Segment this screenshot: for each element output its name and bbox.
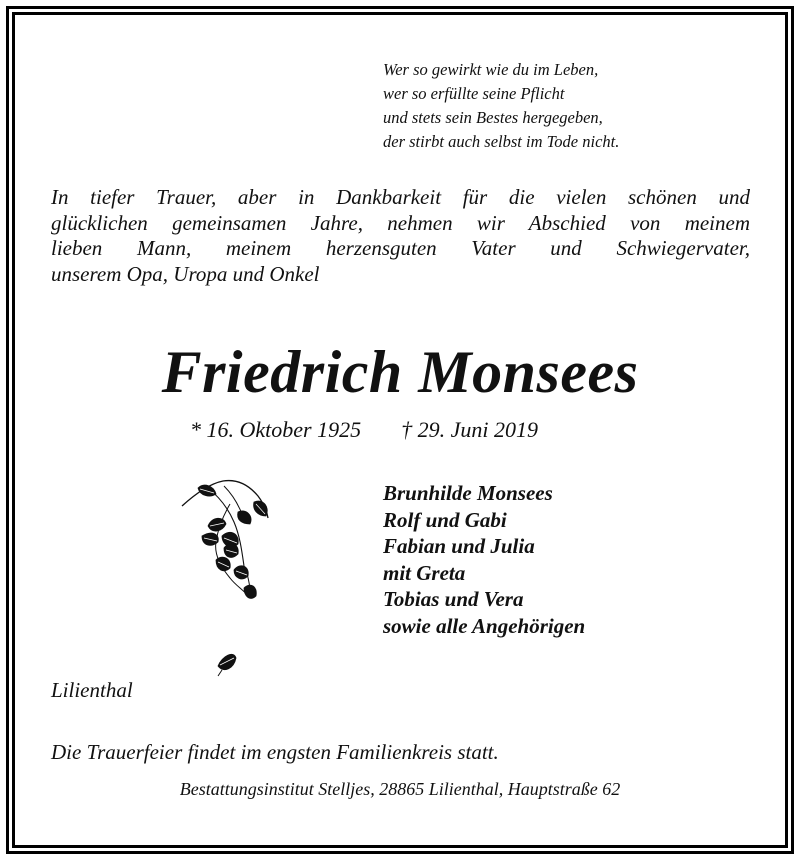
birch-branch-icon (178, 474, 273, 684)
mourner-name: Fabian und Julia (383, 534, 535, 558)
place-name: Lilienthal (51, 678, 133, 702)
birth-date: * 16. Oktober 1925 (190, 417, 362, 442)
intro-line: glücklichen gemeinsamen Jahre, nehmen wir Abschied von meinem (51, 210, 750, 235)
poem-line: Wer so gewirkt wie du im Leben, (383, 60, 599, 79)
mourner-name: mit Greta (383, 560, 466, 585)
intro-line: In tiefer Trauer, aber in Dankbarkeit für die vielen schönen und (51, 185, 750, 209)
memorial-poem (383, 58, 743, 154)
intro-line: unserem Opa, Uropa und Onkel (51, 261, 320, 286)
mourner-name: Rolf und Gabi (383, 507, 507, 532)
poem-line: und stets sein Bestes hergegeben, (383, 108, 603, 127)
ceremony-note: Die Trauerfeier findet im engsten Familienkreis statt. (51, 740, 499, 764)
mourners-list (383, 480, 585, 639)
intro-line: lieben Mann, meinem herzensguten Vater und Schwiegervater, (51, 236, 750, 260)
mourner-name: sowie alle Angehörigen (383, 613, 586, 638)
funeral-home-info: Bestattungsinstitut Stelljes, 28865 Lilienthal, Hauptstraße 62 (179, 779, 621, 799)
intro-text (51, 185, 750, 287)
mourner-name: Tobias und Vera (383, 587, 524, 611)
life-dates (190, 414, 538, 446)
death-date: † 29. Juni 2019 (401, 417, 538, 442)
poem-line: wer so erfüllte seine Pflicht (383, 84, 565, 103)
deceased-name: Friedrich Monsees (161, 339, 639, 405)
mourner-name: Brunhilde Monsees (383, 481, 553, 505)
poem-line: der stirbt auch selbst im Tode nicht. (383, 132, 620, 151)
